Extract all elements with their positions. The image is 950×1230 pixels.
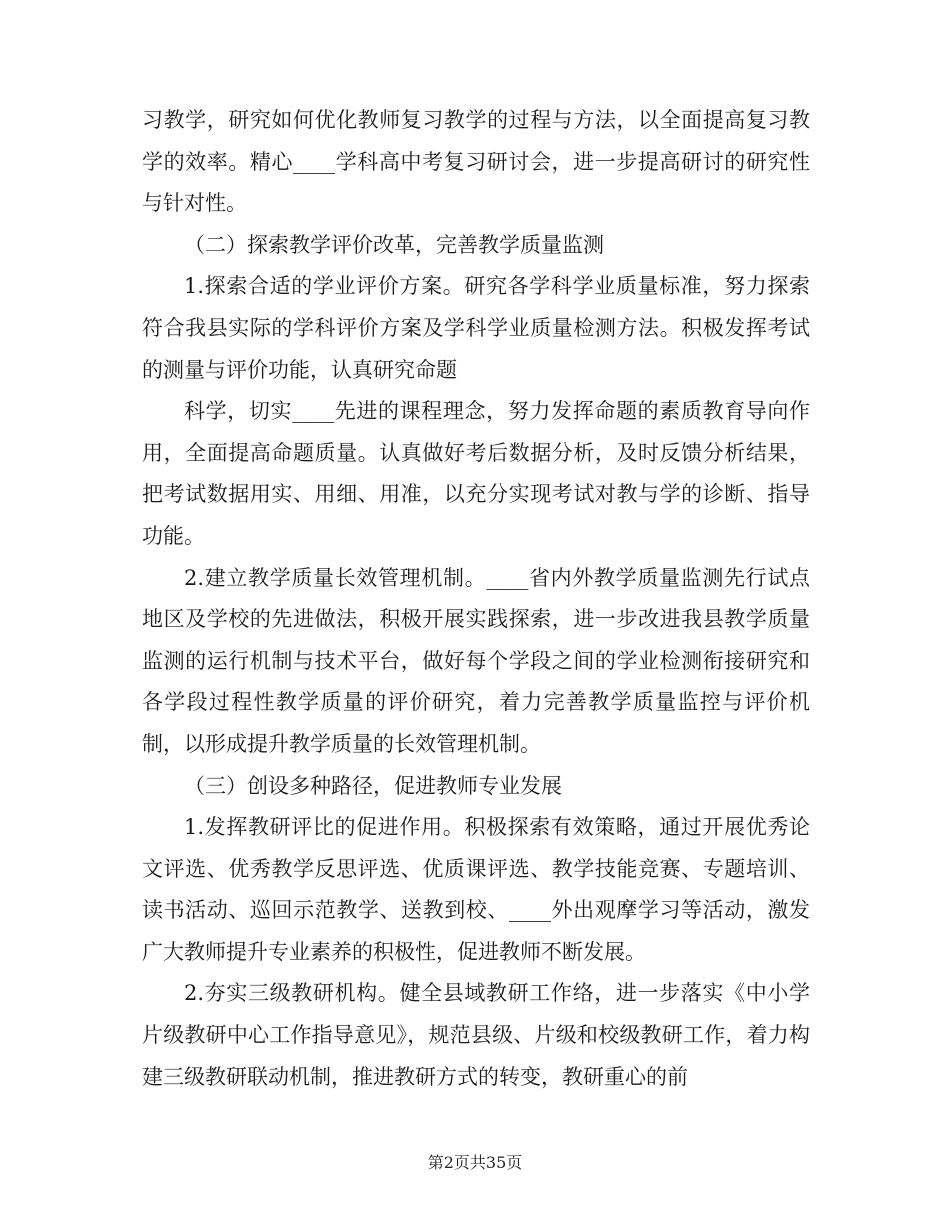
section-heading-3: （三）创设多种路径，促进教师专业发展 <box>184 773 562 798</box>
paragraph-2-1-continued: 科学，切实____先进的课程理念，努力发挥命题的素质教育导向作用，全面提高命题质量。认真做好考后数据分析，及时反馈分析结果，把考试数据用实、用细、用准，以充分实现考试对教与学的诊断、指导功能。 <box>142 399 810 548</box>
paragraph-3-1: 1.发挥教研评比的促进作用。积极探索有效策略，通过开展优秀论文评选、优秀教学反思评选、优质课评选、教学技能竞赛、专题培训、读书活动、巡回示范教学、送教到校、____外出观摩学习等活动，激发广大教师提升专业素养的积极性，促进教师不断发展。 <box>142 815 810 964</box>
page-number-footer: 第2页共35页 <box>427 1153 523 1172</box>
section-heading-2: （二）探索教学评价改革，完善教学质量监测 <box>184 232 604 257</box>
paragraph-continuation: 习教学，研究如何优化教师复习教学的过程与方法，以全面提高复习教学的效率。精心____学科高中考复习研讨会，进一步提高研讨的研究性与针对性。 <box>142 108 810 216</box>
paragraph-3-2: 2.夯实三级教研机构。健全县域教研工作络，进一步落实《中小学片级教研中心工作指导意见》，规范县级、片级和校级教研工作，着力构建三级教研联动机制，推进教研方式的转变，教研重心的前 <box>142 981 810 1089</box>
paragraph-2-1: 1.探索合适的学业评价方案。研究各学科学业质量标准，努力探索符合我县实际的学科评价方案及学科学业质量检测方法。积极发挥考试的测量与评价功能，认真研究命题 <box>142 274 810 382</box>
document-body <box>142 100 810 1098</box>
paragraph-2-2: 2.建立教学质量长效管理机制。____省内外教学质量监测先行试点地区及学校的先进做法，积极开展实践探索，进一步改进我县教学质量监测的运行机制与技术平台，做好每个学段之间的学业检测衔接研究和各学段过程性教学质量的评价研究，着力完善教学质量监控与评价机制，以形成提升教学质量的长效管理机制。 <box>142 565 810 756</box>
